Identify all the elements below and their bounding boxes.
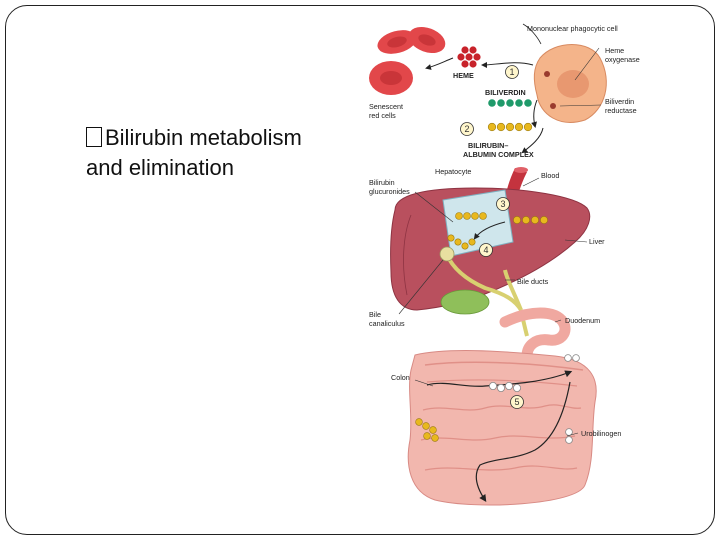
label-glucuronides-1: Bilirubin [369, 178, 395, 187]
bullet-line-2: and elimination [86, 155, 234, 180]
bullet-glyph [86, 127, 102, 147]
label-biliverdin: BILIVERDIN [485, 88, 526, 97]
label-liver: Liver [589, 237, 605, 246]
biliverdin-molecules [488, 99, 532, 107]
gallbladder [441, 290, 489, 314]
label-blood: Blood [541, 171, 560, 180]
label-bilirubin-albumin-2: ALBUMIN COMPLEX [463, 150, 534, 159]
label-bile-ducts: Bile ducts [517, 277, 549, 286]
step-5 [511, 396, 524, 409]
bilirubin-diagram [355, 10, 655, 515]
label-senescent-2: red cells [369, 111, 396, 120]
label-biliverdin-reductase-2: reductase [605, 106, 637, 115]
label-colon: Colon [391, 373, 410, 382]
step-4 [480, 244, 493, 257]
intestines [408, 351, 596, 505]
bullet-line-1: Bilirubin metabolism [105, 125, 302, 150]
step-3 [497, 198, 510, 211]
label-senescent-1: Senescent [369, 102, 403, 111]
label-heme-oxygenase-2: oxygenase [605, 55, 640, 64]
label-heme: HEME [453, 71, 474, 80]
svg-text:2: 2 [464, 124, 470, 134]
svg-text:1: 1 [509, 67, 515, 77]
label-hepatocyte: Hepatocyte [435, 167, 472, 176]
svg-text:5: 5 [514, 397, 520, 407]
step-2 [461, 123, 474, 136]
label-urobilinogen: Urobilinogen [581, 429, 622, 438]
phagocytic-cell [534, 45, 606, 123]
heme-molecules [457, 46, 480, 67]
label-bile-canaliculus-1: Bile [369, 310, 381, 319]
duodenum [505, 313, 565, 356]
label-duodenum: Duodenum [565, 316, 601, 325]
label-mononuclear: Mononuclear phagocytic cell [527, 24, 618, 33]
svg-text:4: 4 [483, 245, 489, 255]
bullet-text [86, 123, 302, 183]
label-bilirubin-albumin-1: BILIRUBIN– [468, 141, 509, 150]
label-bile-canaliculus-2: canaliculus [369, 319, 405, 328]
label-glucuronides-2: glucuronides [369, 187, 410, 196]
step-1 [506, 66, 519, 79]
bilirubin-albumin-molecules [488, 123, 532, 131]
svg-text:3: 3 [500, 199, 506, 209]
label-biliverdin-reductase-1: Biliverdin [605, 97, 635, 106]
senescent-red-cells [369, 22, 449, 95]
label-heme-oxygenase-1: Heme [605, 46, 625, 55]
